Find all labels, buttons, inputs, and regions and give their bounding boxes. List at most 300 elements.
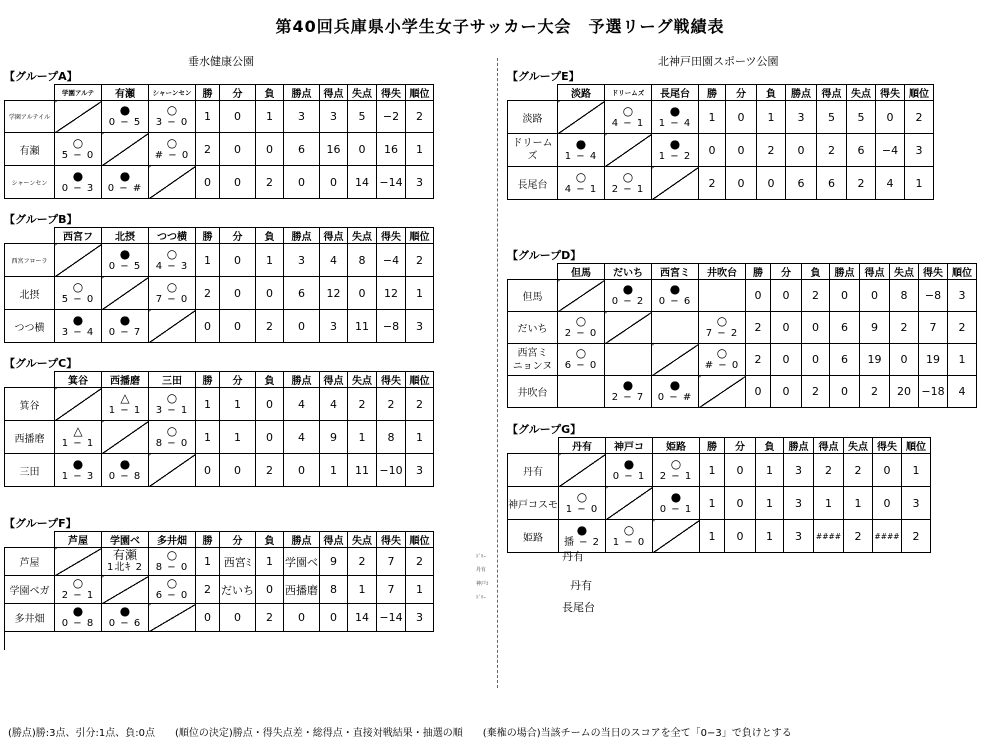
header-team: 井吹台 — [699, 264, 746, 280]
stat-4: 0 — [830, 376, 860, 408]
stat-8: 4 — [948, 376, 977, 408]
stat-7: −8 — [377, 310, 406, 343]
team-name: ドリーム ズ — [508, 134, 558, 167]
result-symbol: ○ — [166, 423, 178, 438]
header-stat: 勝点 — [830, 264, 860, 280]
match-score: 0 − 7 — [108, 326, 142, 338]
stat-3: 0 — [256, 388, 284, 421]
group-label: 【グループA】 — [4, 70, 78, 83]
stat-8: 3 — [406, 604, 434, 632]
match-result — [102, 166, 149, 199]
venue-left: 垂水健康公園 — [188, 55, 254, 68]
stat-3: 2 — [256, 454, 284, 487]
tiny-mark-3: 神戸ｺ — [476, 581, 489, 587]
stat-6: 2 — [348, 388, 377, 421]
header-team: 淡路 — [558, 85, 605, 101]
league-table — [507, 84, 934, 200]
result-symbol: ○ — [716, 314, 728, 328]
table-row — [508, 280, 977, 312]
header-corner — [5, 372, 55, 388]
stat-6: 5 — [348, 101, 377, 133]
match-result — [559, 487, 606, 520]
group-d — [507, 249, 977, 408]
header-stat: 分 — [726, 85, 757, 101]
stat-6: 20 — [890, 376, 919, 408]
match-result — [699, 280, 746, 312]
stat-8: 1 — [948, 344, 977, 376]
match-score: 3 − 4 — [61, 326, 95, 338]
stat-2: 0 — [725, 454, 756, 487]
header-corner — [508, 264, 558, 280]
stat-8: 2 — [905, 101, 934, 134]
stat-1: 1 — [196, 244, 220, 277]
match-score: 2 − 1 — [61, 590, 95, 601]
header-team: 芦屋 — [55, 532, 102, 548]
match-score: 0 − 2 — [611, 296, 645, 307]
stat-3: 0 — [256, 576, 284, 604]
group-label: 【グループD】 — [507, 249, 582, 262]
match-result — [149, 133, 196, 166]
stat-6: 1 — [348, 421, 377, 454]
stat-8: 1 — [406, 421, 434, 454]
stat-3: 0 — [256, 277, 284, 310]
team-name: 丹有 — [508, 454, 559, 487]
self-match-cell — [102, 576, 149, 604]
match-result — [149, 277, 196, 310]
match-result — [699, 312, 746, 344]
stat-3: 1 — [757, 101, 786, 134]
stat-8: 1 — [406, 133, 434, 166]
header-stat: 得点 — [320, 228, 348, 244]
stat-1: 2 — [746, 312, 771, 344]
stat-3: 2 — [802, 280, 830, 312]
team-name: 西播磨 — [5, 421, 55, 454]
header-stat: 得点 — [320, 372, 348, 388]
match-score: 7 − 0 — [155, 293, 189, 305]
match-result — [605, 101, 652, 134]
result-symbol: 有瀬 — [112, 548, 137, 562]
stat-6: 8 — [890, 280, 919, 312]
header-stat: 負 — [756, 438, 784, 454]
header-team: 西宮フ — [55, 228, 102, 244]
team-name: 長尾台 — [508, 167, 558, 200]
stat-5: 12 — [320, 277, 348, 310]
result-symbol: ● — [72, 312, 84, 327]
header-stat: 負 — [802, 264, 830, 280]
table-header-row — [5, 532, 434, 548]
stat-5: 2 — [814, 454, 844, 487]
stat-1: 0 — [746, 280, 771, 312]
result-symbol: △ — [120, 390, 130, 405]
team-name: シャーンセン — [5, 166, 55, 199]
result-symbol: ● — [622, 282, 634, 296]
table-row — [5, 310, 434, 343]
stat-5: 8 — [320, 576, 348, 604]
team-name: 西宮ミ ニョンヌ — [508, 344, 558, 376]
header-team: つつ横 — [149, 228, 196, 244]
header-stat: 失点 — [890, 264, 919, 280]
match-score: 0 − # — [657, 392, 693, 403]
match-score: 0 − 6 — [658, 296, 692, 307]
league-table — [4, 531, 434, 632]
result-symbol: ○ — [166, 135, 178, 150]
self-match-cell — [558, 101, 605, 134]
stat-2: 0 — [220, 166, 256, 199]
stat-5: 9 — [860, 312, 890, 344]
match-score: 0 − 8 — [108, 470, 142, 482]
team-name: 姫路 — [508, 520, 559, 553]
team-name: 多井畑 — [5, 604, 55, 632]
venue-right: 北神戸田園スポーツ公園 — [658, 55, 779, 68]
match-result — [102, 388, 149, 421]
stat-5: 1 — [320, 454, 348, 487]
stat-6: 11 — [348, 310, 377, 343]
header-team: 西播磨 — [102, 372, 149, 388]
match-result — [699, 344, 746, 376]
stat-6: 0 — [890, 344, 919, 376]
header-team: 神戸コ — [606, 438, 653, 454]
self-match-cell — [558, 280, 605, 312]
stat-2: 0 — [771, 376, 802, 408]
stat-1: 1 — [700, 520, 725, 553]
header-stat: 失点 — [348, 228, 377, 244]
table-header-row — [5, 372, 434, 388]
header-stat: 分 — [220, 532, 256, 548]
header-stat: 順位 — [902, 438, 931, 454]
result-symbol: ○ — [166, 390, 178, 405]
result-symbol: ● — [72, 604, 84, 618]
team-name: 但馬 — [508, 280, 558, 312]
result-symbol: ● — [72, 168, 84, 183]
stat-2: 0 — [725, 520, 756, 553]
result-symbol: ● — [622, 378, 634, 392]
stat-6: 14 — [348, 166, 377, 199]
header-stat: 順位 — [406, 85, 434, 101]
stat-8: 2 — [406, 548, 434, 576]
header-team: 学園ベ — [102, 532, 149, 548]
stat-7: 0 — [876, 101, 905, 134]
stat-3: 2 — [757, 134, 786, 167]
self-match-cell — [55, 101, 102, 133]
table-row — [5, 277, 434, 310]
header-stat: 得点 — [817, 85, 847, 101]
match-score: 1 − 1 — [61, 437, 95, 449]
match-score: 2 − 1 — [611, 183, 645, 195]
stat-5: 9 — [320, 421, 348, 454]
league-table — [507, 437, 931, 553]
result-symbol: ● — [575, 136, 587, 151]
footer-rules: (勝点)勝:3点、引分:1点、負:0点 (順位の決定)勝点・得失点差・総得点・直接対戦結果・抽選の順 (棄権の場合)当該チームの当日のスコアを全て「0−3」で負けとする — [8, 728, 792, 739]
group-label: 【グループF】 — [4, 517, 77, 530]
stat-4: 0 — [284, 454, 320, 487]
header-team: 長尾台 — [652, 85, 699, 101]
match-score: 1北ｷ 2 — [107, 562, 143, 573]
team-name: 箕谷 — [5, 388, 55, 421]
stat-5: 3 — [320, 310, 348, 343]
match-result — [605, 376, 652, 408]
stat-6: 2 — [844, 454, 873, 487]
header-stat: 勝 — [196, 228, 220, 244]
stat-4: 3 — [284, 244, 320, 277]
header-corner — [5, 85, 55, 101]
match-result — [605, 167, 652, 200]
group-c — [4, 357, 434, 487]
stat-5: 9 — [320, 548, 348, 576]
stat-7: −14 — [377, 166, 406, 199]
match-score: 1 − 1 — [108, 404, 142, 416]
self-match-cell — [559, 454, 606, 487]
match-score: 5 − 0 — [61, 293, 95, 305]
match-result — [55, 576, 102, 604]
table-row — [508, 376, 977, 408]
stat-1: 0 — [196, 166, 220, 199]
header-team: 箕谷 — [55, 372, 102, 388]
stat-5: 19 — [860, 344, 890, 376]
center-divider — [497, 58, 498, 688]
match-result — [652, 376, 699, 408]
result-symbol: ○ — [576, 489, 588, 504]
header-stat: 分 — [725, 438, 756, 454]
stat-5: #### — [814, 520, 844, 553]
stat-3: 0 — [802, 344, 830, 376]
stat-4: 0 — [284, 166, 320, 199]
stat-7: #### — [873, 520, 902, 553]
header-team: ドリームズ — [605, 85, 652, 101]
stat-6: 1 — [348, 576, 377, 604]
stat-7: −18 — [919, 376, 948, 408]
table-row — [508, 134, 934, 167]
stat-3: 2 — [256, 166, 284, 199]
table-header-row — [508, 438, 931, 454]
self-match-cell — [102, 277, 149, 310]
match-score: 1 − 3 — [61, 470, 95, 482]
table-row — [508, 101, 934, 134]
header-stat: 負 — [256, 228, 284, 244]
result-symbol: ○ — [72, 279, 84, 294]
stat-4: 3 — [784, 520, 814, 553]
match-result — [605, 344, 652, 376]
self-match-cell — [606, 487, 653, 520]
stat-2: 0 — [220, 310, 256, 343]
stat-3: 0 — [757, 167, 786, 200]
result-symbol: ○ — [575, 346, 587, 360]
table-row — [5, 454, 434, 487]
stat-6: 1 — [844, 487, 873, 520]
stat-1: 1 — [699, 101, 726, 134]
result-symbol: ● — [119, 103, 131, 117]
result-symbol: ○ — [622, 169, 634, 184]
stat-2: 0 — [220, 133, 256, 166]
header-stat: 順位 — [905, 85, 934, 101]
match-result — [605, 280, 652, 312]
group-f — [4, 517, 434, 632]
result-symbol: ● — [576, 522, 588, 537]
stat-8: 1 — [905, 167, 934, 200]
match-result — [652, 312, 699, 344]
stat-7: 16 — [377, 133, 406, 166]
header-stat: 勝 — [196, 532, 220, 548]
header-stat: 勝 — [196, 372, 220, 388]
match-score: 0 − 1 — [659, 503, 693, 515]
stat-1: 2 — [196, 133, 220, 166]
match-result — [149, 421, 196, 454]
stat-4: 3 — [784, 454, 814, 487]
header-corner — [508, 438, 559, 454]
stat-6: 8 — [348, 244, 377, 277]
self-match-cell — [102, 133, 149, 166]
stat-7: −4 — [377, 244, 406, 277]
stat-6: 11 — [348, 454, 377, 487]
stat-3: 1 — [756, 487, 784, 520]
match-result — [102, 310, 149, 343]
match-score: 2 − 1 — [659, 470, 693, 482]
group-label: 【グループB】 — [4, 213, 78, 226]
match-result — [55, 604, 102, 632]
stat-3: 2 — [256, 604, 284, 632]
header-stat: 得失 — [377, 228, 406, 244]
result-symbol: ○ — [166, 279, 178, 294]
result-symbol: ● — [119, 246, 131, 261]
self-match-cell — [149, 166, 196, 199]
match-result — [558, 312, 605, 344]
table-row — [5, 388, 434, 421]
match-result — [653, 454, 700, 487]
team-name: つつ横 — [5, 310, 55, 343]
team-name: だいち — [508, 312, 558, 344]
header-stat: 失点 — [847, 85, 876, 101]
stat-5: 0 — [860, 280, 890, 312]
header-team: 姫路 — [653, 438, 700, 454]
stat-4: 3 — [284, 101, 320, 133]
stat-4: 3 — [784, 487, 814, 520]
match-score: 4 − 1 — [564, 183, 598, 195]
stat-3: 1 — [756, 454, 784, 487]
header-team: 学園アルテ — [55, 85, 102, 101]
match-result — [149, 576, 196, 604]
header-team: 三田 — [149, 372, 196, 388]
result-symbol: ○ — [72, 135, 84, 150]
match-score: # − 0 — [704, 360, 740, 371]
match-result — [652, 101, 699, 134]
stat-2: 0 — [220, 604, 256, 632]
result-symbol: ● — [669, 282, 681, 296]
header-stat: 得失 — [377, 85, 406, 101]
table-row — [5, 548, 434, 576]
stat-5: 2 — [817, 134, 847, 167]
match-score: 0 − 1 — [612, 470, 646, 482]
match-score: 8 − 0 — [155, 437, 189, 449]
group-b — [4, 213, 434, 343]
header-stat: 負 — [256, 85, 284, 101]
match-result — [652, 280, 699, 312]
match-result — [55, 454, 102, 487]
header-stat: 勝 — [699, 85, 726, 101]
header-stat: 勝 — [700, 438, 725, 454]
header-stat: 順位 — [406, 532, 434, 548]
stat-8: 3 — [406, 166, 434, 199]
stat-1: 2 — [196, 576, 220, 604]
match-score: 0 − 8 — [61, 618, 95, 629]
match-score: 0 − 3 — [61, 182, 95, 194]
stat-5: 0 — [320, 166, 348, 199]
match-result — [102, 454, 149, 487]
self-match-cell — [149, 604, 196, 632]
stat-4: 0 — [786, 134, 817, 167]
stat-7: −2 — [377, 101, 406, 133]
table-row — [508, 167, 934, 200]
match-result — [102, 244, 149, 277]
stat-1: 0 — [196, 454, 220, 487]
stat-7: 0 — [873, 454, 902, 487]
self-match-cell — [652, 344, 699, 376]
header-stat: 得点 — [814, 438, 844, 454]
match-score: 5 − 0 — [61, 149, 95, 161]
result-symbol: ● — [119, 312, 131, 327]
header-stat: 順位 — [948, 264, 977, 280]
self-match-cell — [149, 454, 196, 487]
result-symbol: ● — [119, 168, 131, 183]
header-team: 西宮ミ — [652, 264, 699, 280]
self-match-cell — [699, 376, 746, 408]
stat-7: 12 — [377, 277, 406, 310]
match-score: 播 − 2 — [563, 536, 601, 548]
self-match-cell — [653, 520, 700, 553]
stat-5: 4 — [320, 244, 348, 277]
header-stat: 得失 — [919, 264, 948, 280]
stat-6: 0 — [348, 133, 377, 166]
stat-7: 0 — [873, 487, 902, 520]
stat-2: 0 — [220, 277, 256, 310]
result-symbol: ○ — [716, 346, 728, 360]
header-stat: 失点 — [348, 372, 377, 388]
match-score: 0 − 5 — [108, 260, 142, 272]
stat-7: −8 — [919, 280, 948, 312]
match-score: 0 − # — [107, 182, 143, 194]
stat-6: 6 — [847, 134, 876, 167]
match-score: 6 − 0 — [155, 590, 189, 601]
stat-5: 2 — [860, 376, 890, 408]
stat-1: 0 — [196, 604, 220, 632]
stat-8: 3 — [406, 310, 434, 343]
group-g — [507, 423, 931, 553]
match-score: 3 − 0 — [155, 117, 189, 128]
stat-6: 14 — [348, 604, 377, 632]
result-symbol: ○ — [166, 576, 178, 590]
header-stat: 勝点 — [284, 228, 320, 244]
header-team: だいち — [605, 264, 652, 280]
header-stat: 分 — [771, 264, 802, 280]
stat-2: 0 — [771, 344, 802, 376]
match-result — [149, 244, 196, 277]
table-header-row — [508, 85, 934, 101]
result-symbol: ○ — [575, 314, 587, 328]
result-symbol: ○ — [166, 103, 178, 117]
self-match-cell — [102, 421, 149, 454]
stat-8: 2 — [406, 388, 434, 421]
match-result — [55, 421, 102, 454]
stat-4: 6 — [830, 312, 860, 344]
self-match-cell — [652, 167, 699, 200]
stat-6: 2 — [348, 548, 377, 576]
header-stat: 負 — [256, 532, 284, 548]
match-result — [55, 277, 102, 310]
stat-1: 1 — [196, 548, 220, 576]
team-name: 学園ベガ — [5, 576, 55, 604]
stat-2: 0 — [725, 487, 756, 520]
team-name: 学園アルテイル — [5, 101, 55, 133]
self-match-cell — [55, 388, 102, 421]
stat-4: 6 — [284, 133, 320, 166]
